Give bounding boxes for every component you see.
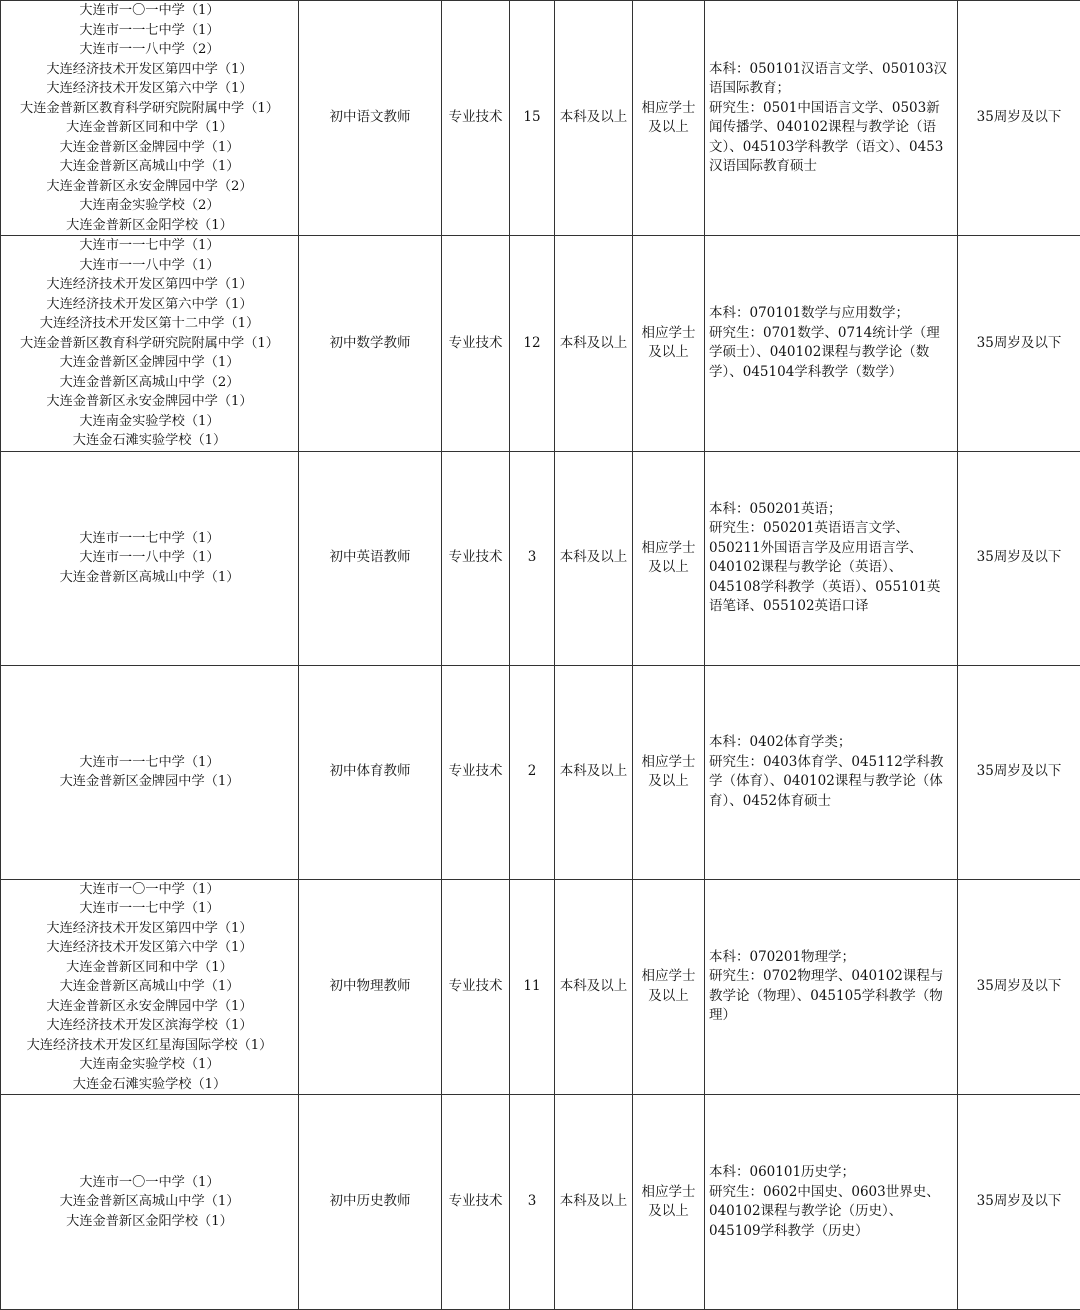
category-cell: 专业技术 (442, 236, 510, 452)
school-entry: 大连金普新区金阳学校（1） (3, 1212, 296, 1232)
count-cell: 3 (510, 1095, 555, 1310)
education-cell: 本科及以上 (555, 879, 633, 1095)
position-cell: 初中英语教师 (299, 451, 442, 665)
age-cell: 35周岁及以下 (958, 1095, 1080, 1310)
table-row (1, 1, 1080, 236)
degree-cell: 相应学士及以上 (633, 236, 705, 452)
education-cell: 本科及以上 (555, 236, 633, 452)
school-entry: 大连市一〇一中学（1） (3, 1173, 296, 1193)
schools-cell (1, 665, 299, 879)
school-entry: 大连市一一八中学（1） (3, 548, 296, 568)
school-entry: 大连金普新区同和中学（1） (3, 958, 296, 978)
education-cell: 本科及以上 (555, 1, 633, 236)
school-entry: 大连金普新区金阳学校（1） (3, 216, 296, 236)
schools-cell (1, 879, 299, 1095)
school-entry: 大连金石滩实验学校（1） (3, 431, 296, 451)
school-entry: 大连金普新区永安金牌园中学（2） (3, 177, 296, 197)
schools-cell (1, 1, 299, 236)
school-entry: 大连市一一七中学（1） (3, 21, 296, 41)
major-cell: 本科：070101数学与应用数学； 研究生：0701数学、0714统计学（理学硕士）、040102课程与教学论（数学）、045104学科教学（数学） (705, 236, 958, 452)
school-entry: 大连金普新区高城山中学（1） (3, 157, 296, 177)
education-cell: 本科及以上 (555, 1095, 633, 1310)
school-entry: 大连市一〇一中学（1） (3, 880, 296, 900)
school-entry: 大连市一一七中学（1） (3, 529, 296, 549)
table-row (1, 879, 1080, 1095)
school-entry: 大连金石滩实验学校（1） (3, 1075, 296, 1095)
school-entry: 大连金普新区教育科学研究院附属中学（1） (3, 334, 296, 354)
schools-cell (1, 236, 299, 452)
count-cell: 11 (510, 879, 555, 1095)
category-cell: 专业技术 (442, 665, 510, 879)
table-row (1, 451, 1080, 665)
school-entry: 大连金普新区高城山中学（1） (3, 568, 296, 588)
position-cell: 初中体育教师 (299, 665, 442, 879)
degree-cell: 相应学士及以上 (633, 665, 705, 879)
count-cell: 15 (510, 1, 555, 236)
table-row (1, 665, 1080, 879)
education-cell: 本科及以上 (555, 451, 633, 665)
age-cell: 35周岁及以下 (958, 1, 1080, 236)
school-entry: 大连经济技术开发区第六中学（1） (3, 938, 296, 958)
degree-cell: 相应学士及以上 (633, 1095, 705, 1310)
major-cell: 本科：050101汉语言文学、050103汉语国际教育； 研究生：0501中国语言文学、0503新闻传播学、040102课程与教学论（语文）、045103学科教学（语文）、0453汉语国际教育硕士 (705, 1, 958, 236)
count-cell: 3 (510, 451, 555, 665)
table-row (1, 1095, 1080, 1310)
major-cell: 本科：070201物理学； 研究生：0702物理学、040102课程与教学论（物理）、045105学科教学（物理） (705, 879, 958, 1095)
school-entry: 大连经济技术开发区第四中学（1） (3, 60, 296, 80)
school-entry: 大连金普新区高城山中学（2） (3, 373, 296, 393)
position-cell: 初中语文教师 (299, 1, 442, 236)
degree-cell: 相应学士及以上 (633, 1, 705, 236)
position-cell: 初中物理教师 (299, 879, 442, 1095)
school-entry: 大连经济技术开发区红星海国际学校（1） (3, 1036, 296, 1056)
position-cell: 初中数学教师 (299, 236, 442, 452)
school-entry: 大连经济技术开发区第六中学（1） (3, 79, 296, 99)
school-entry: 大连市一一八中学（1） (3, 256, 296, 276)
school-entry: 大连市一一七中学（1） (3, 899, 296, 919)
category-cell: 专业技术 (442, 1, 510, 236)
count-cell: 2 (510, 665, 555, 879)
schools-cell (1, 1095, 299, 1310)
major-cell: 本科：050201英语； 研究生：050201英语语言文学、050211外国语言学及应用语言学、040102课程与教学论（英语）、045108学科教学（英语）、055101英语笔译、055102英语口译 (705, 451, 958, 665)
school-entry: 大连金普新区永安金牌园中学（1） (3, 997, 296, 1017)
degree-cell: 相应学士及以上 (633, 879, 705, 1095)
school-entry: 大连经济技术开发区第十二中学（1） (3, 314, 296, 334)
table-row (1, 236, 1080, 452)
school-entry: 大连经济技术开发区第四中学（1） (3, 919, 296, 939)
category-cell: 专业技术 (442, 1095, 510, 1310)
school-entry: 大连金普新区金牌园中学（1） (3, 772, 296, 792)
school-entry: 大连南金实验学校（1） (3, 1055, 296, 1075)
category-cell: 专业技术 (442, 879, 510, 1095)
school-entry: 大连金普新区高城山中学（1） (3, 1192, 296, 1212)
school-entry: 大连金普新区永安金牌园中学（1） (3, 392, 296, 412)
age-cell: 35周岁及以下 (958, 451, 1080, 665)
school-entry: 大连市一一七中学（1） (3, 236, 296, 256)
school-entry: 大连经济技术开发区第六中学（1） (3, 295, 296, 315)
school-entry: 大连市一一八中学（2） (3, 40, 296, 60)
age-cell: 35周岁及以下 (958, 665, 1080, 879)
age-cell: 35周岁及以下 (958, 236, 1080, 452)
schools-cell (1, 451, 299, 665)
position-cell: 初中历史教师 (299, 1095, 442, 1310)
age-cell: 35周岁及以下 (958, 879, 1080, 1095)
school-entry: 大连金普新区高城山中学（1） (3, 977, 296, 997)
school-entry: 大连金普新区金牌园中学（1） (3, 353, 296, 373)
school-entry: 大连南金实验学校（2） (3, 196, 296, 216)
education-cell: 本科及以上 (555, 665, 633, 879)
school-entry: 大连南金实验学校（1） (3, 412, 296, 432)
school-entry: 大连金普新区教育科学研究院附属中学（1） (3, 99, 296, 119)
school-entry: 大连金普新区同和中学（1） (3, 118, 296, 138)
major-cell: 本科：0402体育学类； 研究生：0403体育学、045112学科教学（体育）、040102课程与教学论（体育）、0452体育硕士 (705, 665, 958, 879)
count-cell: 12 (510, 236, 555, 452)
school-entry: 大连金普新区金牌园中学（1） (3, 138, 296, 158)
major-cell: 本科：060101历史学； 研究生：0602中国史、0603世界史、040102课程与教学论（历史）、045109学科教学（历史） (705, 1095, 958, 1310)
category-cell: 专业技术 (442, 451, 510, 665)
school-entry: 大连市一〇一中学（1） (3, 1, 296, 21)
school-entry: 大连经济技术开发区第四中学（1） (3, 275, 296, 295)
table-body (1, 1, 1080, 1310)
school-entry: 大连经济技术开发区滨海学校（1） (3, 1016, 296, 1036)
school-entry: 大连市一一七中学（1） (3, 753, 296, 773)
degree-cell: 相应学士及以上 (633, 451, 705, 665)
